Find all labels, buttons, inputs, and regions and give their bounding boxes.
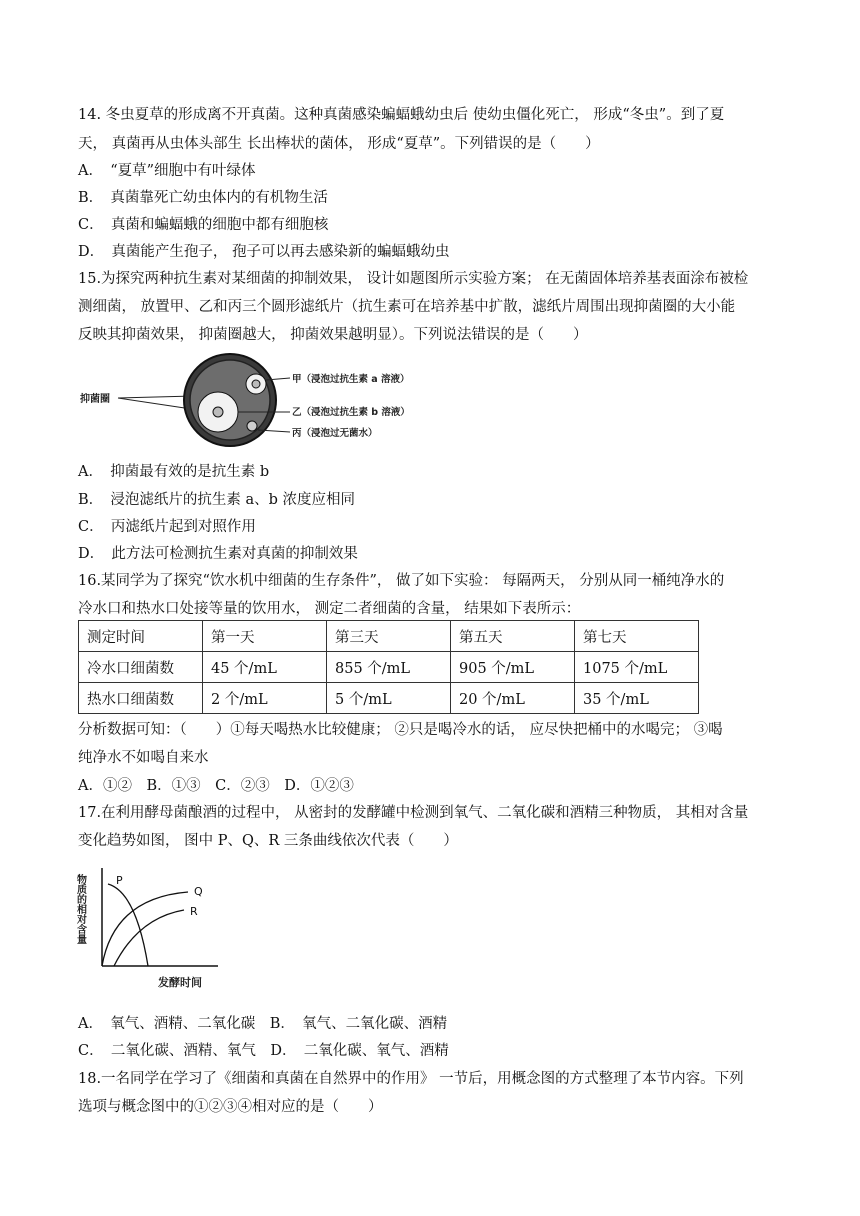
- table-header-cell: 第三天: [327, 621, 451, 652]
- table-cell: 35 个/mL: [575, 683, 699, 714]
- chart-ylabel: 物质的相对含量: [74, 874, 86, 944]
- q14-stem-line1: 14. 冬虫夏草的形成离不开真菌。这种真菌感染蝙蝠蛾幼虫后 使幼虫僵化死亡， 形成“冬虫”。到了夏: [78, 107, 725, 123]
- q17-options-line2: C． 二氧化碳、酒精、氧气 D． 二氧化碳、氧气、酒精: [78, 1043, 449, 1059]
- q16-analysis-line2: 纯净水不如喝自来水: [78, 750, 209, 766]
- q14-option-c: C． 真菌和蝙蝠蛾的细胞中都有细胞核: [78, 217, 329, 233]
- q14-stem-line2: 天， 真菌再从虫体头部生 长出棒状的菌体， 形成“夏草”。下列错误的是（ ）: [78, 136, 600, 152]
- label-yi: 乙（浸泡过抗生素 b 溶液）: [292, 407, 410, 418]
- table-cell: 热水口细菌数: [79, 683, 203, 714]
- q18-stem-line1: 18.一名同学在学习了《细菌和真菌在自然界中的作用》 一节后，用概念图的方式整理了本节内容。下列: [78, 1071, 744, 1087]
- curve-p-label: P: [116, 874, 123, 887]
- table-header-cell: 第五天: [451, 621, 575, 652]
- table-header-cell: 第一天: [203, 621, 327, 652]
- table-cell: 855 个/mL: [327, 652, 451, 683]
- q17-stem-line1: 17.在利用酵母菌酿酒的过程中， 从密封的发酵罐中检测到氧气、二氧化碳和酒精三种物质， 其相对含量: [78, 805, 749, 821]
- table-row: [79, 652, 699, 683]
- table-cell: 冷水口细菌数: [79, 652, 203, 683]
- q15-stem-line3: 反映其抑菌效果， 抑菌圈越大， 抑菌效果越明显）。下列说法错误的是（ ）: [78, 327, 588, 343]
- label-jia: 甲（浸泡过抗生素 a 溶液）: [292, 374, 410, 385]
- q17-stem-line2: 变化趋势如图， 图中 P、Q、R 三条曲线依次代表（ ）: [78, 833, 458, 849]
- label-bing: 丙（浸泡过无菌水）: [292, 428, 378, 439]
- filter-paper-bing: [247, 421, 257, 431]
- q18-stem-line2: 选项与概念图中的①②③④相对应的是（ ）: [78, 1099, 383, 1115]
- q14-option-b: B． 真菌靠死亡幼虫体内的有机物生活: [78, 190, 328, 206]
- table-header-cell: 测定时间: [79, 621, 203, 652]
- q16-stem-line2: 冷水口和热水口处接等量的饮用水， 测定二者细菌的含量， 结果如下表所示：: [78, 601, 581, 617]
- table-cell: 2 个/mL: [203, 683, 327, 714]
- curve-r-label: R: [190, 905, 198, 918]
- filter-paper-jia: [252, 380, 260, 388]
- q16-stem-line1: 16.某同学为了探究“饮水机中细菌的生存条件”， 做了如下实验： 每隔两天， 分别从同一桶纯净水的: [78, 573, 725, 589]
- table-header-cell: 第七天: [575, 621, 699, 652]
- table-cell: 1075 个/mL: [575, 652, 699, 683]
- curve-q-line: [102, 892, 188, 966]
- curve-p-line: [108, 884, 148, 966]
- q15-stem-line1: 15.为探究两种抗生素对某细菌的抑制效果， 设计如题图所示实验方案； 在无菌固体培养基表面涂布被检: [78, 271, 749, 287]
- bacteria-count-table: [78, 620, 699, 714]
- q15-option-d: D． 此方法可检测抗生素对真菌的抑制效果: [78, 546, 358, 562]
- q15-option-a: A． 抑菌最有效的是抗生素 b: [78, 464, 270, 480]
- q15-option-c: C． 丙滤纸片起到对照作用: [78, 519, 256, 535]
- fermentation-curve-chart: [74, 862, 228, 994]
- q16-options: A．①② B．①③ C．②③ D．①②③: [78, 778, 354, 794]
- table-cell: 45 个/mL: [203, 652, 327, 683]
- curve-q-label: Q: [194, 885, 203, 898]
- inhibition-zone-label: 抑菌圈: [80, 394, 110, 405]
- filter-paper-yi: [213, 407, 223, 417]
- table-cell: 905 个/mL: [451, 652, 575, 683]
- q15-stem-line2: 测细菌， 放置甲、乙和丙三个圆形滤纸片（抗生素可在培养基中扩散，滤纸片周围出现抑菌圈的大小能: [78, 299, 736, 315]
- table-row: [79, 683, 699, 714]
- q17-options-line1: A． 氧气、酒精、二氧化碳 B． 氧气、二氧化碳、酒精: [78, 1016, 448, 1032]
- q14-option-d: D． 真菌能产生孢子， 孢子可以再去感染新的蝙蝠蛾幼虫: [78, 244, 450, 260]
- petri-dish-figure: [78, 352, 418, 448]
- table-cell: 5 个/mL: [327, 683, 451, 714]
- q14-option-a: A． “夏草”细胞中有叶绿体: [78, 163, 256, 179]
- chart-xlabel: 发酵时间: [158, 976, 202, 989]
- table-cell: 20 个/mL: [451, 683, 575, 714]
- q16-analysis-line1: 分析数据可知：（ ）①每天喝热水比较健康； ②只是喝冷水的话， 应尽快把桶中的水喝完； ③喝: [78, 722, 723, 738]
- table-header-row: [79, 621, 699, 652]
- q15-option-b: B． 浸泡滤纸片的抗生素 a、b 浓度应相同: [78, 492, 356, 508]
